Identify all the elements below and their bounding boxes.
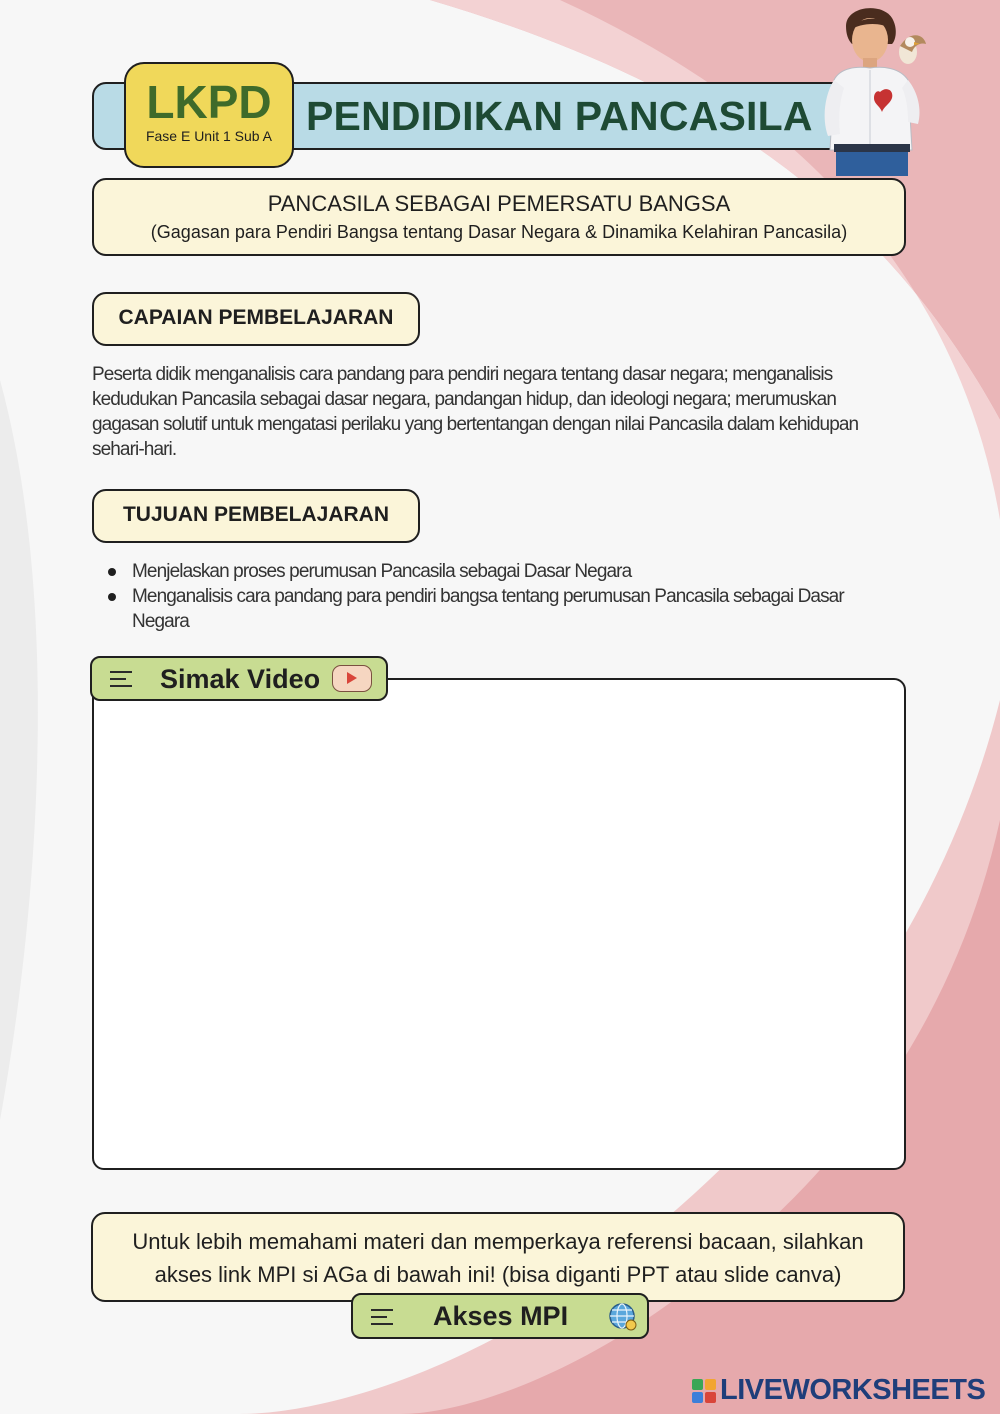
page-title: PENDIDIKAN PANCASILA bbox=[306, 93, 813, 139]
menu-icon bbox=[371, 1309, 393, 1325]
brand-name: LIVEWORKSHEETS bbox=[720, 1374, 986, 1406]
video-embed-area[interactable] bbox=[92, 678, 906, 1170]
topic-box bbox=[92, 178, 906, 256]
list-item bbox=[108, 559, 888, 584]
menu-icon bbox=[110, 671, 132, 687]
lkpd-badge bbox=[124, 62, 294, 168]
akses-mpi-label: Akses MPI bbox=[433, 1301, 569, 1331]
info-line-2: akses link MPI si AGa di bawah ini! (bisa diganti PPT atau slide canva) bbox=[154, 1262, 842, 1287]
capaian-heading: CAPAIAN PEMBELAJARAN bbox=[92, 292, 420, 346]
badge-title: LKPD bbox=[146, 76, 272, 128]
tujuan-list bbox=[108, 559, 888, 634]
info-box bbox=[91, 1212, 905, 1302]
capaian-text: Peserta didik menganalisis cara pandang para pendiri negara tentang dasar negara; menganalisis kedudukan Pancasila sebagai dasar negara, pandangan hidup, dan ideologi negara; merumuskan gagasan solutif untuk mengatasi perilaku yang bertentangan dengan nilai Pancasila dalam kehidupan sehari-hari. bbox=[92, 364, 859, 460]
list-item bbox=[108, 584, 888, 634]
akses-mpi-button[interactable] bbox=[351, 1293, 649, 1339]
list-item-text: Menjelaskan proses perumusan Pancasila sebagai Dasar Negara bbox=[132, 561, 632, 582]
video-tab bbox=[90, 656, 388, 701]
badge-subtitle: Fase E Unit 1 Sub A bbox=[145, 128, 273, 144]
globe-icon bbox=[607, 1301, 639, 1333]
play-video-icon bbox=[332, 665, 372, 692]
list-item-text: Menganalisis cara pandang para pendiri bangsa tentang perumusan Pancasila sebagai Dasar Negara bbox=[132, 586, 844, 632]
video-tab-label: Simak Video bbox=[160, 664, 321, 694]
topic-subtitle: (Gagasan para Pendiri Bangsa tentang Dasar Negara & Dinamika Kelahiran Pancasila) bbox=[150, 222, 848, 242]
student-illustration bbox=[812, 0, 932, 176]
info-line-1: Untuk lebih memahami materi dan memperkaya referensi bacaan, silahkan bbox=[132, 1229, 864, 1254]
liveworksheets-logo-icon bbox=[692, 1379, 716, 1403]
bullet-icon bbox=[108, 568, 116, 576]
tujuan-heading: TUJUAN PEMBELAJARAN bbox=[92, 489, 420, 543]
bullet-icon bbox=[108, 593, 116, 601]
topic-title: PANCASILA SEBAGAI PEMERSATU BANGSA bbox=[267, 191, 731, 216]
